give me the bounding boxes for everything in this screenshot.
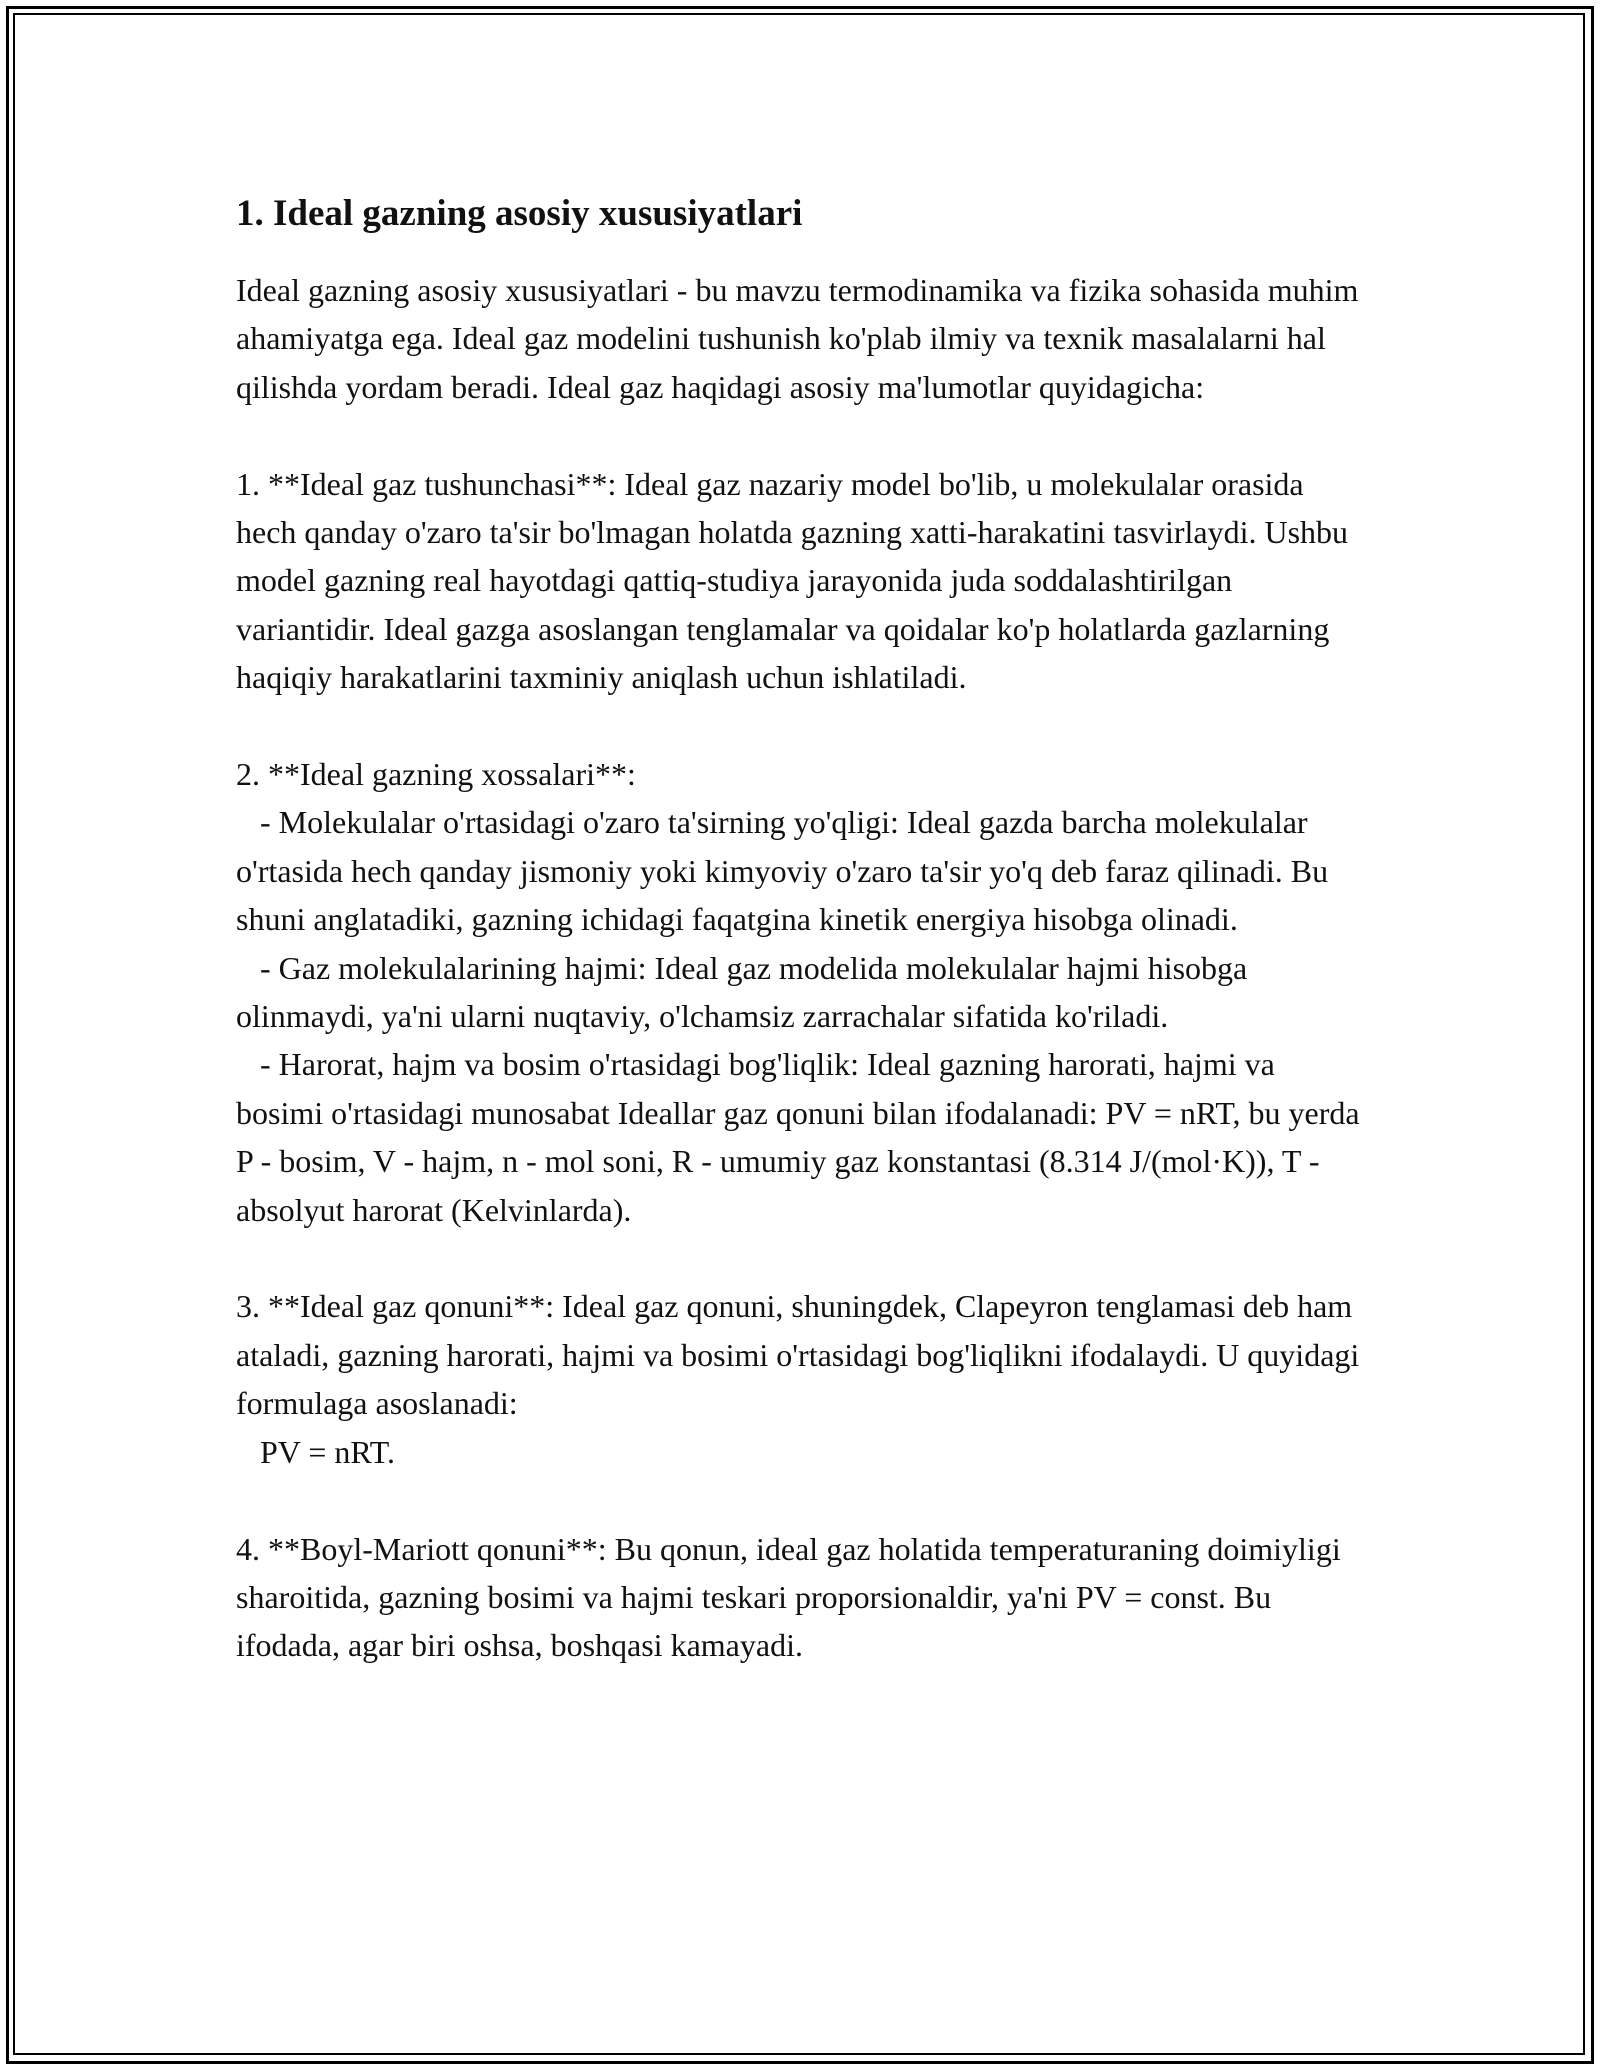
section-ideal-gas-concept: 1. **Ideal gaz tushunchasi**: Ideal gaz nazariy model bo'lib, u molekulalar orasida hech qanday o'zaro ta'sir bo'lmagan holatda gazning xatti-harakatini tasvirlaydi. Ushbu model gazning real hayotdagi qattiq-studiya jarayonida juda soddalashtirilgan variantidir. Ideal gazga asoslangan tenglamalar va qoidalar ko'p holatlarda gazlarning haqiqiy harakatlarini taxminiy aniqlash uchun ishlatiladi.	[236, 465, 1357, 696]
document-title: 1. Ideal gazning asosiy xususiyatlari	[236, 193, 803, 234]
paragraph-gap	[236, 702, 1366, 750]
section-ideal-gas-properties: 2. **Ideal gazning xossalari**: - Molekulalar o'rtasidagi o'zaro ta'sirning yo'qligi: Ideal gazda barcha molekulalar o'rtasida hech qanday jismoniy yoki kimyoviy o'zaro ta'sir yo'q deb faraz qilinadi. Bu shuni anglatadiki, gazning ichidagi faqatgina kinetik energiya hisobga olinadi. - Gaz molekulalarining hajmi: Ideal gaz modelida molekulalar hajmi hisobga olinmaydi, ya'ni ularni nuqtaviy, o'lchamsiz zarrachalar sifatida ko'riladi. - Harorat, hajm va bosim o'rtasidagi bog'liqlik: Ideal gazning harorati, hajmi va bosimi o'rtasidagi munosabat Ideallar gaz qonuni bilan ifodalanadi: PV = nRT, bu yerda P - bosim, V - hajm, n - mol soni, R - umumiy gaz konstantasi (8.314 J/(mol·K)), T - absolyut harorat (Kelvinlarda).	[236, 756, 1360, 1228]
section-ideal-gas-law: 3. **Ideal gaz qonuni**: Ideal gaz qonuni, shuningdek, Clapeyron tenglamasi deb ham ataladi, gazning harorati, hajmi va bosimi o'rtasidagi bog'liqlikni ifodalaydi. U quyidagi formulaga asoslanadi: PV = nRT.	[236, 1288, 1360, 1470]
paragraph-gap	[236, 1476, 1366, 1524]
paragraph-gap	[236, 411, 1366, 459]
intro-paragraph: Ideal gazning asosiy xususiyatlari - bu mavzu termodinamika va fizika sohasida muhim ahamiyatga ega. Ideal gaz modelini tushunish ko'plab ilmiy va texnik masalalarni hal qilishda yordam beradi. Ideal gaz haqidagi asosiy ma'lumotlar quyidagicha:	[236, 272, 1367, 405]
document-page	[236, 188, 1366, 1670]
paragraph-gap	[236, 1234, 1366, 1282]
section-boyle-mariotte-law: 4. **Boyl-Mariott qonuni**: Bu qonun, ideal gaz holatida temperaturaning doimiyligi sharoitida, gazning bosimi va hajmi teskari proporsionaldir, ya'ni PV = const. Bu ifodada, agar biri oshsa, boshqasi kamayadi.	[236, 1530, 1349, 1664]
